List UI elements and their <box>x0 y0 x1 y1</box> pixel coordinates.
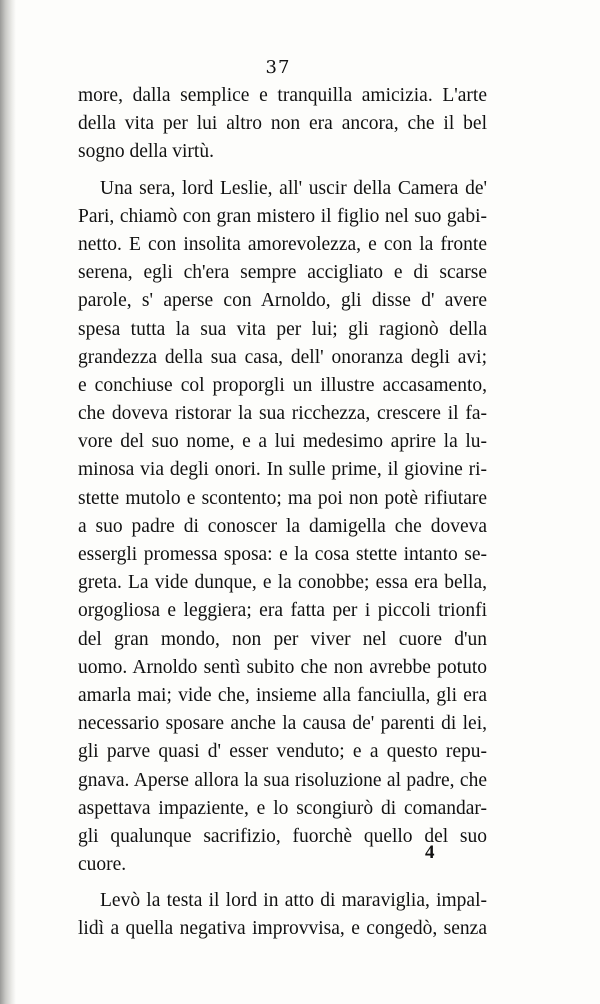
paragraph-2 <box>78 175 487 880</box>
text-line: serena, egli ch'era sempre accigliato e di scarse <box>78 262 487 284</box>
text-line: aspettava impaziente, e lo scongiurò di comandar- <box>78 797 487 819</box>
text-line: netto. E con insolita amorevolezza, e con la fronte <box>78 233 487 255</box>
paragraph-3 <box>78 887 487 943</box>
binding-gutter-shadow <box>0 0 16 1004</box>
text-line: orgogliosa e leggiera; era fatta per i piccoli trionfi <box>78 600 487 622</box>
text-line: del gran mondo, non per viver nel cuore d'un <box>78 628 487 650</box>
text-line: stette mutolo e scontento; ma poi non potè rifiutare <box>78 487 487 509</box>
text-line: cuore. <box>78 854 127 876</box>
text-line: grandezza della sua casa, dell' onoranza degli avi; <box>78 346 487 368</box>
text-line: lidì a quella negativa improvvisa, e congedò, senza <box>78 918 487 940</box>
text-line: greta. La vide dunque, e la conobbe; essa era bella, <box>78 572 487 594</box>
text-line: a suo padre di conoscer la damigella che doveva <box>78 515 487 537</box>
text-line: Pari, chiamò con gran mistero il figlio nel suo gabi- <box>78 205 487 227</box>
text-line: della vita per lui altro non era ancora, che il bel <box>78 113 487 135</box>
paragraph-1 <box>78 82 487 167</box>
text-line: minosa via degli onori. In sulle prime, il giovine ri- <box>78 459 487 481</box>
text-line: uomo. Arnoldo sentì subito che non avrebbe potuto <box>78 656 487 678</box>
text-line: parole, s' aperse con Arnoldo, gli disse d' avere <box>78 290 487 312</box>
text-line: gli parve quasi d' esser venduto; e a questo repu- <box>78 741 487 763</box>
text-line: Una sera, lord Leslie, all' uscir della Camera de' <box>100 177 487 199</box>
text-line: Levò la testa il lord in atto di maraviglia, impal- <box>100 890 487 912</box>
text-line: amarla mai; vide che, insieme alla fanciulla, gli era <box>78 684 487 706</box>
text-line: sogno della virtù. <box>78 141 214 163</box>
text-line: e conchiuse col proporgli un illustre accasamento, <box>78 374 487 396</box>
text-line: vore del suo nome, e a lui medesimo aprire la lu- <box>78 431 487 453</box>
text-line: more, dalla semplice e tranquilla amicizia. L'arte <box>78 85 487 106</box>
text-line: necessario sposare anche la causa de' parenti di lei, <box>78 713 487 735</box>
text-line: gnava. Aperse allora la sua risoluzione al padre, che <box>78 769 487 791</box>
page-number: 37 <box>265 57 291 78</box>
text-line: gli qualunque sacrifizio, fuorchè quello del suo <box>78 825 487 847</box>
signature-mark: 4 <box>425 842 435 863</box>
text-line: spesa tutta la sua vita per lui; gli ragionò della <box>78 318 487 340</box>
text-line: essergli promessa sposa: e la cosa stette intanto se- <box>78 544 487 565</box>
body-text <box>78 82 487 952</box>
text-line: che doveva ristorar la sua ricchezza, crescere il fa- <box>78 403 487 425</box>
